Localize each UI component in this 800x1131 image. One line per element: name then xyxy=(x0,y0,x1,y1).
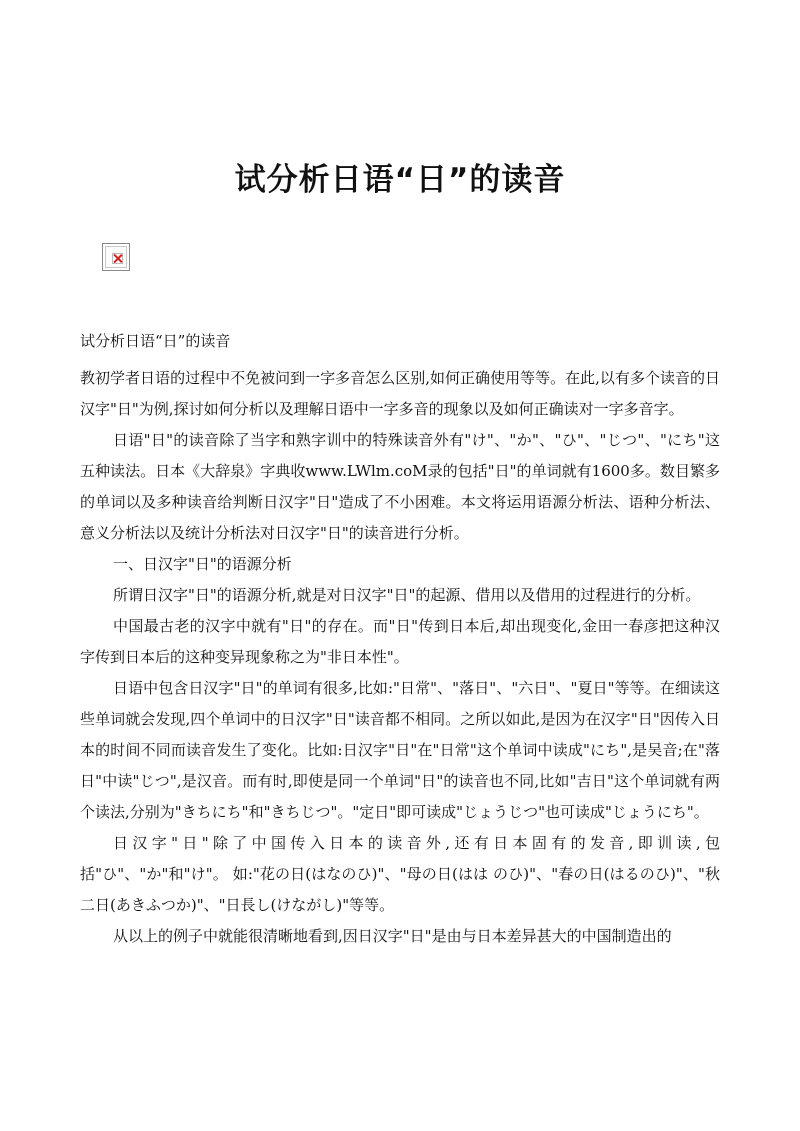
paragraph-chinese-origin: 中国最古老的汉字中就有"日"的存在。而"日"传到日本后,却出现变化,金田一春彦把这种汉字传到日本后的这种变异现象称之为"非日本性"。 xyxy=(80,617,720,666)
paragraph-kun-readings: 日汉字"日"除了中国传入日本的读音外,还有日本固有的发音,即训读,包括"ひ"、"か"和"け"。 如:"花の日(はなのひ)"、"母の日(はは のひ)"、"春の日(はるのひ)"、"秋二日(あきふつか)"、"日長し(けながし)"等等。 xyxy=(80,834,720,914)
broken-image-icon xyxy=(112,253,123,264)
paragraph-word-examples: 日语中包含日汉字"日"的单词有很多,比如:"日常"、"落日"、"六日"、"夏日"等等。在细读这些单词就会发现,四个单词中的日汉字"日"读音都不相同。之所以如此,是因为在汉字"日"因传入日本的时间不同而读音发生了变化。比如:日汉字"日"在"日常"这个单词中读成"にち",是吴音;在"落日"中读"じつ",是汉音。而有时,即使是同一个单词"日"的读音也不同,比如"吉日"这个单词就有两个读法,分别为"きちにち"和"きちじつ"。"定日"即可读成"じょうじつ"也可读成"じょうにち"。 xyxy=(80,679,720,821)
broken-image-placeholder xyxy=(102,243,130,271)
document-body xyxy=(80,326,720,952)
section-heading-etymology: 一、日汉字"日"的语源分析 xyxy=(113,555,292,573)
paragraph-intro: 教初学者日语的过程中不免被问到一字多音怎么区别,如何正确使用等等。在此,以有多个读音的日汉字"日"为例,探讨如何分析以及理解日语中一字多音的现象以及如何正确读对一字多音字。 xyxy=(80,369,720,418)
document-title: 试分析日语“日”的读音 xyxy=(234,162,566,198)
paragraph-readings: 日语"日"的读音除了当字和熟字训中的特殊读音外有"け"、"か"、"ひ"、"じつ"、"にち"这五种读法。日本《大辞泉》字典收www.LWlm.coM录的包括"日"的单词就有1600多。数目繁多的单词以及多种读音给判断日汉字"日"造成了不小困难。本文将运用语源分析法、语种分析法、意义分析法以及统计分析法对日汉字"日"的读音进行分析。 xyxy=(80,431,720,542)
paragraph-etymology-definition: 所谓日汉字"日"的语源分析,就是对日汉字"日"的起源、借用以及借用的过程进行的分析。 xyxy=(113,586,701,604)
paragraph-conclusion-start: 从以上的例子中就能很清晰地看到,因日汉字"日"是由与日本差异甚大的中国制造出的 xyxy=(113,927,672,945)
subtitle-line: 试分析日语“日”的读音 xyxy=(80,332,231,350)
